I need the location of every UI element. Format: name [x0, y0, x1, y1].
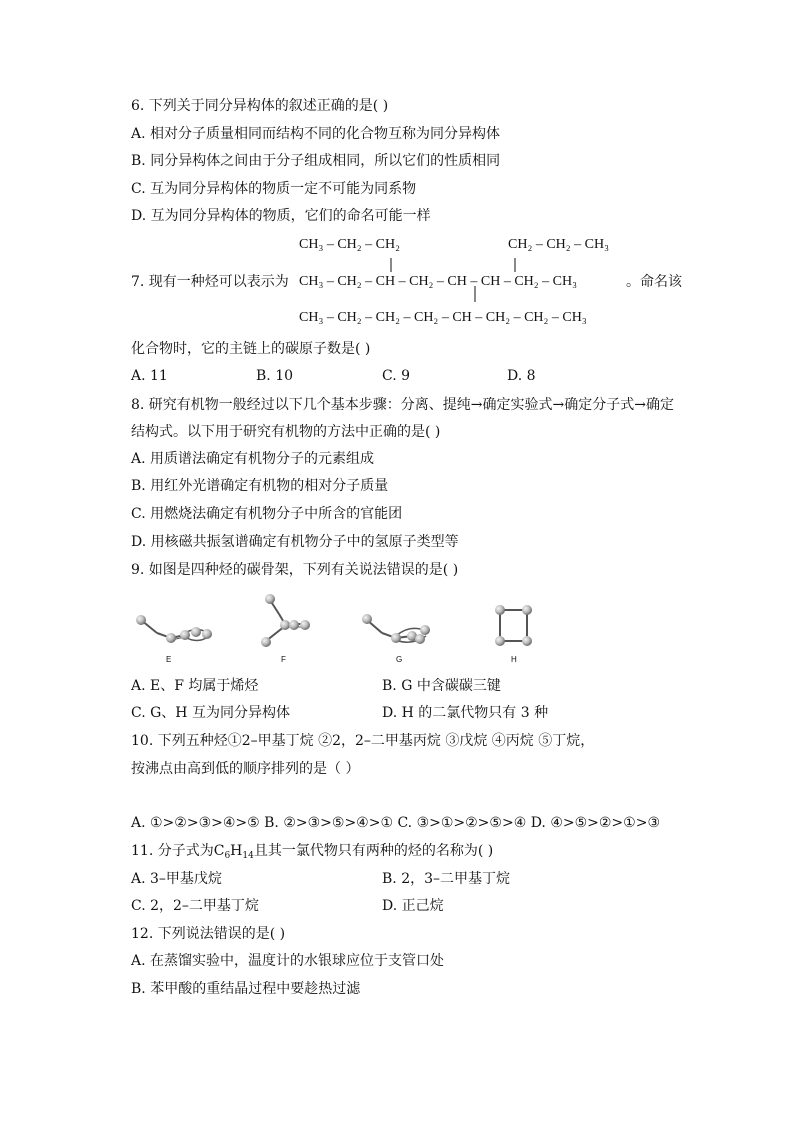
q10-stem: 10. 下列五种烃①2–甲基丁烷 ②2，2–二甲基丙烷 ③戊烷 ④丙烷 ⑤丁烷， [131, 733, 595, 749]
q9-carbon-skeletons [130, 590, 550, 670]
q11-stem [131, 842, 493, 865]
skeleton-g [362, 614, 430, 644]
q10-stem-cont: 按沸点由高到低的顺序排列的是（ ） [131, 761, 360, 777]
q6-option-a: A. 相对分子质量相同而结构不同的化合物互称为同分异构体 [131, 126, 501, 142]
q8-stem-cont: 结构式。以下用于研究有机物的方法中正确的是( ) [131, 424, 441, 440]
q6-stem: 6. 下列关于同分异构体的叙述正确的是( ) [131, 98, 389, 114]
q8-option-b: B. 用红外光谱确定有机物的相对分子质量 [131, 478, 389, 494]
q7-option-d: D. 8 [507, 368, 536, 384]
q12-stem: 12. 下列说法错误的是( ) [131, 926, 286, 942]
q11-option-a: A. 3–甲基戊烷 [131, 871, 222, 887]
q7-stem-cont: 化合物时，它的主链上的碳原子数是( ) [131, 341, 371, 357]
q11-option-d: D. 正己烷 [382, 898, 444, 914]
q10-options: A. ①>②>③>④>⑤ B. ②>③>⑤>④>① C. ③>①>②>⑤>④ D. ④>⑤>②>①>③ [131, 815, 660, 831]
q9-option-c: C. G、H 互为同分异构体 [131, 705, 290, 721]
skeleton-e [136, 615, 212, 643]
q12-option-a: A. 在蒸馏实验中，温度计的水银球应位于支管口处 [131, 953, 445, 969]
q12-option-b: B. 苯甲酸的重结晶过程中要趁热过滤 [131, 981, 361, 997]
q8-stem: 8. 研究有机物一般经过以下几个基本步骤：分离、提纯→确定实验式→确定分子式→确定 [131, 397, 674, 413]
q9-stem: 9. 如图是四种烃的碳骨架，下列有关说法错误的是( ) [131, 562, 459, 578]
q8-option-a: A. 用质谱法确定有机物分子的元素组成 [131, 451, 375, 467]
q11-option-c: C. 2，2–二甲基丁烷 [131, 898, 259, 914]
skeleton-label-f: F [281, 655, 286, 664]
skeleton-f [261, 594, 310, 647]
q7-option-b: B. 10 [256, 368, 294, 384]
q7-formula-line3: CH₃ – CH₂ – CH₂ – CH₂ – CH – CH₂ – CH₂ – CH₃ [299, 310, 587, 325]
skeleton-label-e: E [166, 655, 172, 664]
skeleton-label-g: G [396, 655, 403, 664]
q11-sub-6: 6 [224, 851, 231, 861]
q11-stem-prefix: 11. 分子式为C [131, 843, 225, 859]
q7-stem-suffix: 。命名该 [626, 274, 682, 290]
q8-option-d: D. 用核磁共振氢谱确定有机物分子中的氢原子类型等 [131, 534, 459, 550]
q7-formula-line2: CH₃ – CH₂ – CH – CH₂ – CH – CH – CH₂ – CH₃ [299, 274, 577, 289]
q11-option-b: B. 2，3–二甲基丁烷 [382, 871, 511, 887]
q9-option-d: D. H 的二氯代物只有 3 种 [382, 705, 549, 721]
skeleton-label-h: H [511, 655, 517, 664]
q9-option-b: B. G 中含碳碳三键 [382, 678, 501, 694]
q11-sub-14: 14 [242, 851, 254, 861]
q7-option-a: A. 11 [131, 368, 168, 384]
q7-stem-prefix: 7. 现有一种烃可以表示为 [131, 274, 289, 290]
q6-option-d: D. 互为同分异构体的物质，它们的命名可能一样 [131, 208, 431, 224]
q6-option-b: B. 同分异构体之间由于分子组成相同，所以它们的性质相同 [131, 153, 501, 169]
q7-option-c: C. 9 [382, 368, 411, 384]
q11-stem-suffix: 且其一氯代物只有两种的烃的名称为( ) [253, 843, 494, 859]
q8-option-c: C. 用燃烧法确定有机物分子中所含的官能团 [131, 506, 403, 522]
q9-option-a: A. E、F 均属于烯烃 [131, 678, 259, 694]
q7-formula-line1-right: CH₂ – CH₂ – CH₃ [508, 237, 609, 252]
q7-formula-line1-left: CH₃ – CH₂ – CH₂ [299, 237, 400, 252]
skeleton-h [495, 605, 532, 646]
q11-stem-mid: H [230, 843, 243, 859]
q6-option-c: C. 互为同分异构体的物质一定不可能为同系物 [131, 181, 417, 197]
